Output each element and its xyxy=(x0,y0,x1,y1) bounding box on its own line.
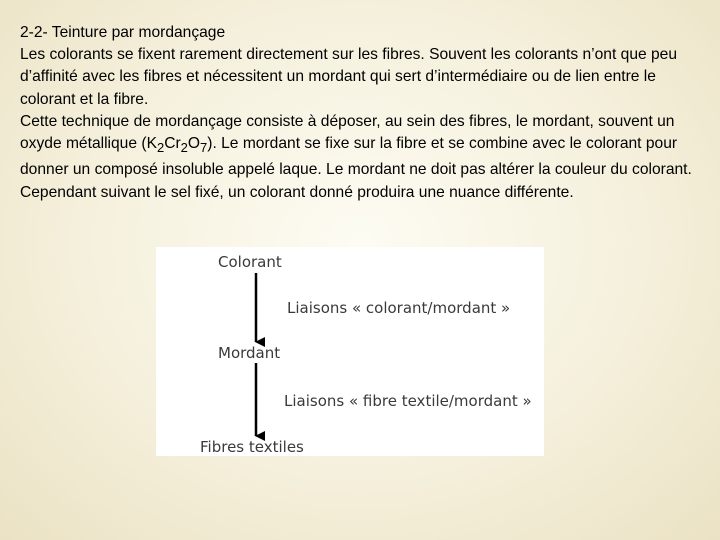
paragraph-1: Les colorants se fixent rarement directement sur les fibres. Souvent les colorants n’ont que peu d’affinité avec les fibres et nécessitent un mordant qui sert d’intermédiaire ou de lien entre le colorant et la fibre. xyxy=(20,46,678,108)
link-fibre-mordant: Liaisons « fibre textile/mordant » xyxy=(284,392,532,410)
node-fibres-textiles: Fibres textiles xyxy=(200,438,304,456)
diagram-arrows xyxy=(156,247,544,456)
paragraph-2 xyxy=(20,111,710,204)
section-heading: 2-2- Teinture par mordançage xyxy=(20,24,226,41)
text-block xyxy=(20,22,710,204)
node-colorant: Colorant xyxy=(218,253,282,271)
paragraph-2-start: Cette technique de mordançage consiste à déposer, au sein des fibres, le mordant, souvent un oxyde métallique ( xyxy=(20,112,675,153)
paragraph-2-end: ). Le mordant se fixe sur la fibre et se combine avec le colorant pour donner un composé insoluble appelé laque. Le mordant ne doit pas altérer la couleur du colorant. Cependant suivant le sel fixé, un colorant donné produira une nuance différente. xyxy=(20,135,692,201)
chemical-formula: $K_2Cr_2O_7$ xyxy=(146,135,208,156)
mordant-diagram xyxy=(156,247,544,456)
node-mordant: Mordant xyxy=(218,344,281,362)
link-colorant-mordant: Liaisons « colorant/mordant » xyxy=(287,299,511,317)
